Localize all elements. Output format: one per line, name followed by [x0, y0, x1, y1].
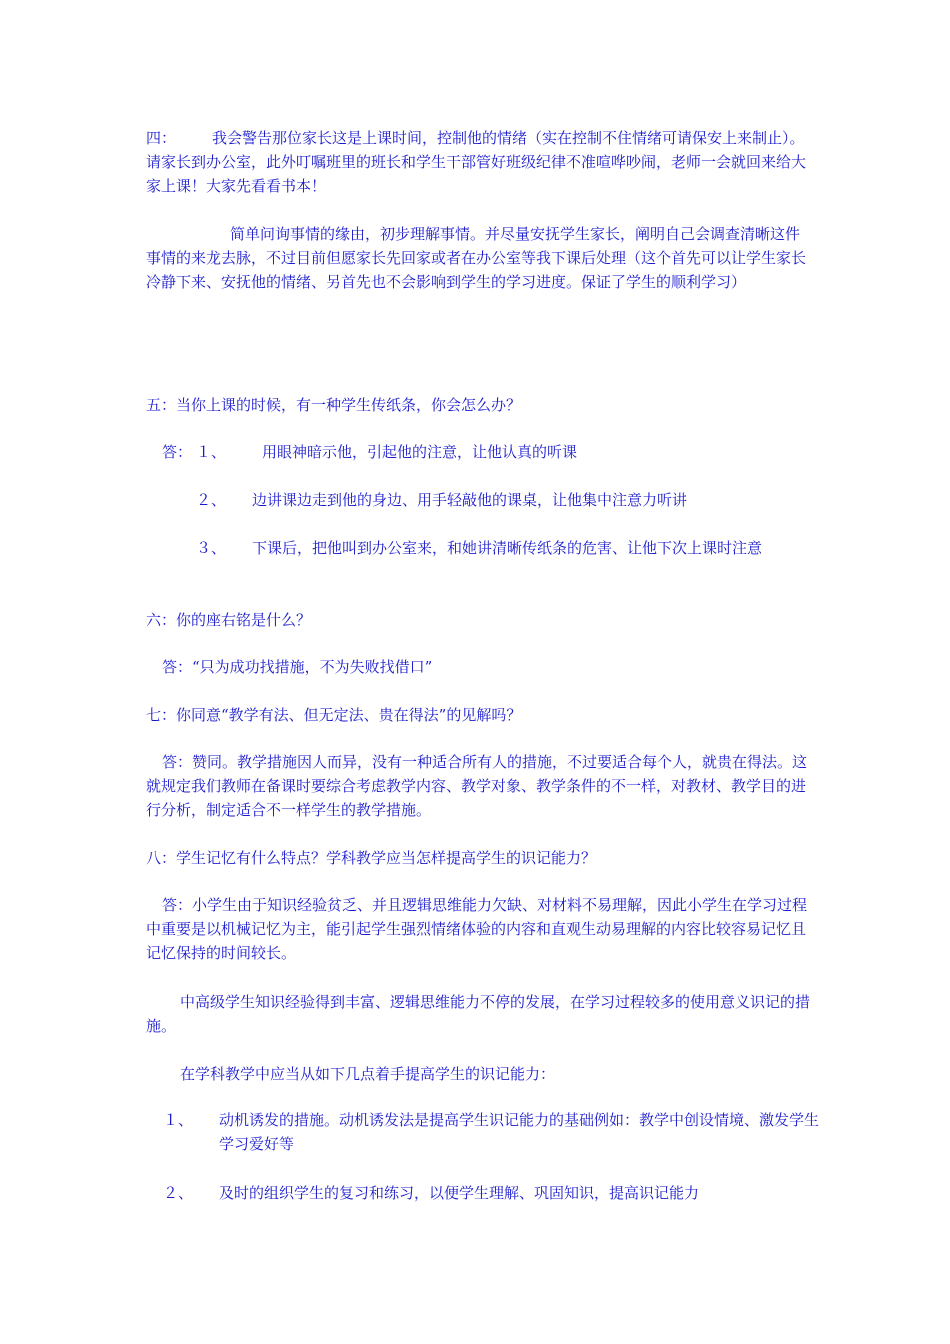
q5-question: 五：当你上课的时候，有一种学生传纸条，你会怎么办？ — [146, 396, 522, 414]
q8-item-1-num: １、 — [163, 1111, 194, 1129]
q6-answer: 答：“只为成功找措施，不为失败找借口” — [162, 658, 433, 676]
q8-item-2-num: ２、 — [163, 1184, 194, 1202]
q8-answer: 答：小学生由于知识经验贫乏、并且逻辑思维能力欠缺、对材料不易理解，因此小学生在学习过程中重要是以机械记忆为主，能引起学生强烈情绪体验的内容和直观生动易理解的内容比较容易记忆且记忆保持的时间较长。 — [146, 896, 808, 962]
q5-item-3-num: ３、 — [196, 539, 227, 557]
q5-item-3-text: 下课后，把他叫到办公室来，和她讲清晰传纸条的危害、让他下次上课时注意 — [252, 539, 763, 557]
q6-question: 六：你的座右铭是什么？ — [146, 611, 312, 629]
q7-answer: 答：赞同。教学措施因人而异，没有一种适合所有人的措施，不过要适合每个人，就贵在得法。这就规定我们教师在备课时要综合考虑教学内容、教学对象、教学条件的不一样，对教材、教学目的进行分析，制定适合不一样学生的教学措施。 — [146, 753, 808, 819]
q5-item-1-text: 用眼神暗示他，引起他的注意，让他认真的听课 — [262, 443, 578, 461]
q8-item-2-text: 及时的组织学生的复习和练习，以便学生理解、巩固知识，提高识记能力 — [219, 1184, 700, 1202]
q8-para2: 中高级学生知识经验得到丰富、逻辑思维能力不停的发展，在学习过程较多的使用意义识记的措施。 — [146, 993, 811, 1035]
q4-label: 四： — [146, 129, 177, 147]
q4-followup: 简单问询事情的缘由，初步理解事情。并尽量安抚学生家长，阐明自己会调查清晰这件事情的来龙去脉，不过目前但愿家长先回家或者在办公室等我下课后处理（这个首先可以让学生家长冷静下来、安抚他的情绪、另首先也不会影响到学生的学习进度。保证了学生的顺利学习） — [146, 225, 807, 291]
q8-para3: 在学科教学中应当从如下几点着手提高学生的识记能力： — [180, 1065, 556, 1083]
q5-item-2-text: 边讲课边走到他的身边、用手轻敲他的课桌，让他集中注意力听讲 — [252, 491, 688, 509]
q5-answer-prefix: 答： — [162, 443, 193, 461]
q4-answer: 我会警告那位家长这是上课时间，控制他的情绪（实在控制不住情绪可请保安上来制止）。请家长到办公室，此外叮嘱班里的班长和学生干部管好班级纪律不准喧哗吵闹，老师一会就回来给大家上课！大家先看看书本！ — [146, 129, 807, 195]
q5-item-2-num: ２、 — [196, 491, 227, 509]
q8-question: 八：学生记忆有什么特点？学科教学应当怎样提高学生的识记能力？ — [146, 849, 597, 867]
q5-item-1-num: １、 — [196, 443, 227, 461]
q7-question: 七：你同意“教学有法、但无定法、贵在得法”的见解吗？ — [146, 706, 522, 724]
q8-item-1-text: 动机诱发的措施。动机诱发法是提高学生识记能力的基础例如：教学中创设情境、激发学生学习爱好等 — [219, 1111, 820, 1153]
